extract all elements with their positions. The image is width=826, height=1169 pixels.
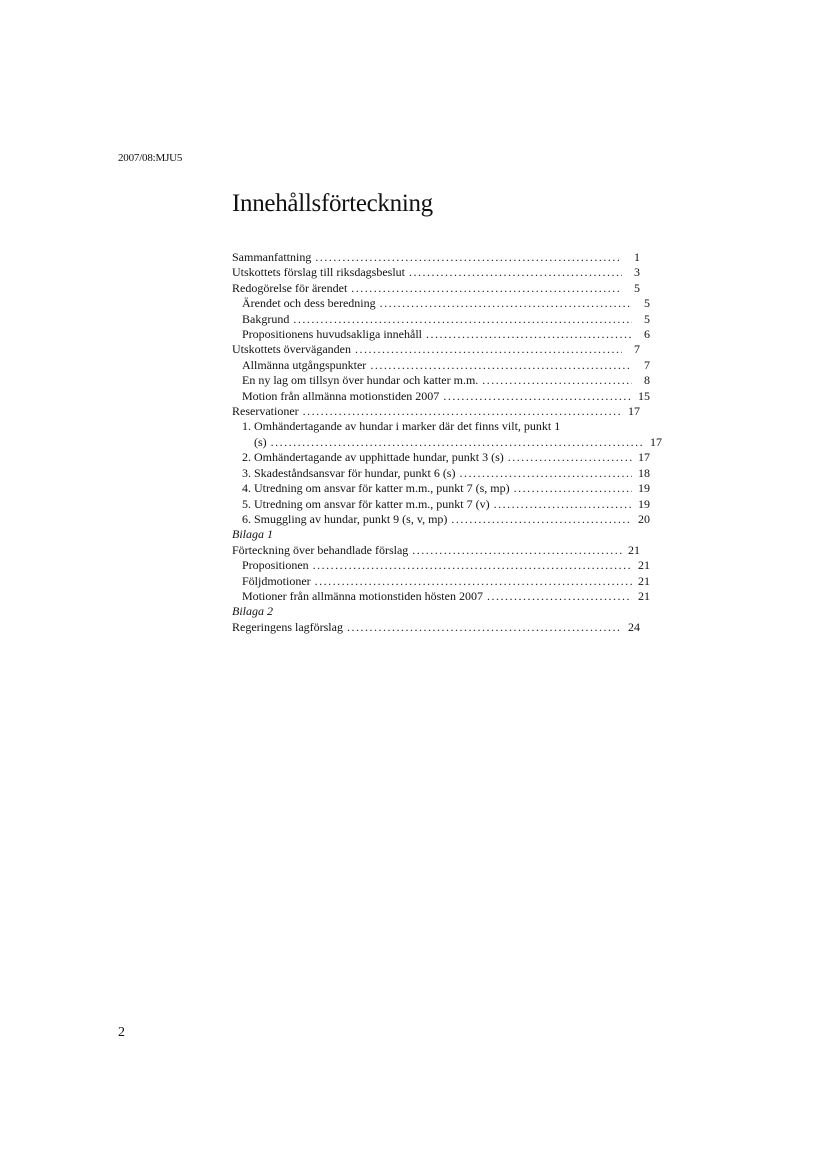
toc-entry-page: 17	[650, 434, 662, 449]
toc-entry-reservation-5	[232, 497, 650, 512]
dot-leader	[514, 481, 632, 496]
toc-entry-text: Sammanfattning	[232, 250, 312, 264]
toc-entry-page: 8	[644, 373, 650, 388]
toc-entry-reservation-6	[232, 512, 650, 527]
dot-leader	[370, 358, 632, 373]
toc-entry-text: Redogörelse för ärendet	[232, 280, 348, 295]
toc-subheading-bilaga-2: Bilaga 2	[232, 604, 273, 619]
toc-entry-reservation-1-line-1: 1. Omhändertagande av hundar i marker där det finns vilt, punkt 1	[242, 419, 561, 434]
toc-entry-forslag	[232, 265, 640, 280]
toc-entry-text: Utskottets förslag till riksdagsbeslut	[232, 265, 405, 280]
toc-entry-bakgrund	[232, 312, 650, 327]
toc-entry-text: Utskottets överväganden	[232, 342, 351, 357]
toc-entry-page: 24	[628, 619, 640, 634]
toc-entry-foljdmotioner	[232, 574, 650, 589]
toc-entry-page: 21	[628, 542, 640, 557]
toc-entry-page: 17	[638, 450, 650, 465]
toc-entry-text: Propositionens huvudsakliga innehåll	[242, 327, 422, 342]
toc-entry-page: 15	[638, 388, 650, 403]
toc-entry-text: Ärendet och dess beredning	[242, 296, 376, 311]
toc-entry-reservation-1-line-2	[232, 435, 662, 450]
page-title: Innehållsförteckning	[232, 190, 433, 217]
dot-leader	[303, 404, 622, 419]
dot-leader	[443, 389, 632, 404]
toc-entry-page: 5	[634, 280, 640, 295]
toc-entry-reservationer	[232, 404, 640, 419]
toc-entry-forteckning	[232, 543, 640, 558]
toc-entry-overvaganden	[232, 342, 640, 357]
toc-entry-page: 7	[644, 357, 650, 372]
toc-entry-page: 17	[628, 404, 640, 419]
toc-entry-redogorelse	[232, 281, 640, 296]
dot-leader	[313, 558, 632, 573]
dot-leader	[451, 512, 632, 527]
document-id: 2007/08:MJU5	[118, 152, 183, 164]
toc-entry-text: Motion från allmänna motionstiden 2007	[242, 388, 440, 403]
page-number: 2	[118, 1025, 125, 1040]
toc-entry-arendet	[232, 296, 650, 311]
toc-entry-motion	[232, 389, 650, 404]
dot-leader	[459, 466, 632, 481]
toc-entry-page: 6	[644, 327, 650, 342]
toc-entry-text: 3. Skadeståndsansvar för hundar, punkt 6 (s)	[242, 465, 456, 480]
dot-leader	[482, 373, 632, 388]
dot-leader	[380, 296, 632, 311]
toc-entry-text: Regeringens lagförslag	[232, 619, 343, 634]
table-of-contents	[232, 250, 662, 635]
toc-entry-propositionen	[232, 558, 650, 573]
toc-entry-regeringens	[232, 620, 640, 635]
toc-entry-page: 21	[638, 573, 650, 588]
dot-leader	[487, 589, 632, 604]
toc-entry-sammanfattning	[232, 250, 640, 265]
toc-entry-page: 5	[644, 311, 650, 326]
toc-entry-page: 20	[638, 511, 650, 526]
toc-entry-text: 4. Utredning om ansvar för katter m.m., punkt 7 (s, mp)	[242, 481, 510, 496]
dot-leader	[412, 543, 622, 558]
toc-entry-text: Allmänna utgångspunkter	[242, 357, 367, 372]
toc-entry-page: 1	[634, 250, 640, 264]
toc-entry-text: 6. Smuggling av hundar, punkt 9 (s, v, mp)	[242, 511, 448, 526]
toc-entry-text: Följdmotioner	[242, 573, 311, 588]
toc-entry-page: 19	[638, 481, 650, 496]
toc-entry-text: Reservationer	[232, 404, 299, 419]
toc-entry-page: 18	[638, 465, 650, 480]
dot-leader	[271, 435, 644, 450]
toc-entry-page: 5	[644, 296, 650, 311]
toc-entry-text: Förteckning över behandlade förslag	[232, 542, 409, 557]
toc-entry-text: Bakgrund	[242, 311, 290, 326]
toc-entry-motioner-hosten	[232, 589, 650, 604]
toc-entry-page: 3	[634, 265, 640, 280]
toc-entry-text: Motioner från allmänna motionstiden hösten 2007	[242, 588, 483, 603]
toc-entry-reservation-3	[232, 466, 650, 481]
dot-leader	[347, 620, 622, 635]
toc-entry-text: (s)	[254, 434, 267, 449]
toc-entry-text: 5. Utredning om ansvar för katter m.m., punkt 7 (v)	[242, 496, 490, 511]
toc-subheading-bilaga-1: Bilaga 1	[232, 527, 273, 542]
toc-entry-reservation-2	[232, 450, 650, 465]
dot-leader	[315, 574, 632, 589]
toc-entry-text: 2. Omhändertagande av upphittade hundar, punkt 3 (s)	[242, 450, 504, 465]
dot-leader	[355, 342, 622, 357]
dot-leader	[293, 312, 632, 327]
toc-entry-page: 21	[638, 588, 650, 603]
dot-leader	[508, 450, 632, 465]
toc-entry-allmanna	[232, 358, 650, 373]
dot-leader	[409, 265, 622, 280]
toc-entry-page: 19	[638, 496, 650, 511]
toc-entry-page: 21	[638, 558, 650, 573]
dot-leader	[351, 281, 622, 296]
dot-leader	[426, 327, 632, 342]
toc-entry-page: 7	[634, 342, 640, 357]
dot-leader	[315, 250, 622, 265]
toc-entry-ny-lag	[232, 373, 650, 388]
toc-entry-propositionens	[232, 327, 650, 342]
toc-entry-text: En ny lag om tillsyn över hundar och katter m.m.	[242, 373, 479, 388]
dot-leader	[494, 497, 632, 512]
toc-entry-reservation-4	[232, 481, 650, 496]
toc-entry-text: Propositionen	[242, 558, 309, 573]
